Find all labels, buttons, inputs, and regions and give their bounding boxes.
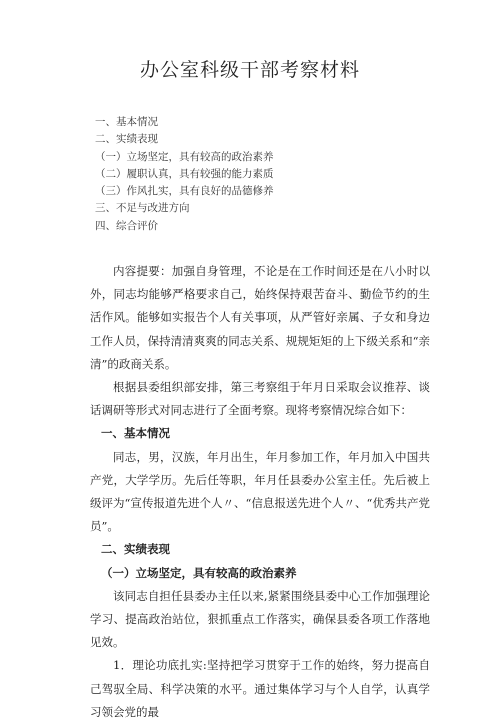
document-title: 办公室科级干部考察材料 [139, 59, 360, 81]
section-heading-performance: 二、实绩表现 [101, 542, 170, 557]
toc-item: 二、实绩表现 [95, 133, 158, 146]
subsection-heading-political: （一）立场坚定，具有较高的政治素养 [101, 565, 297, 580]
theory-paragraph: 1．理论功底扎实:坚持把学习贯穿于工作的始终，努力提高自己驾驭全局、科学决策的水平。通过集体学习与个人自学，认真学习领会党的最 [90, 658, 430, 719]
basic-info-paragraph: 同志，男，汉族，年月出生，年月参加工作，年月加入中国共产党，大学学历。先后任等职，年月任县委办公室主任。先后被上级评为“宣传报道先进个人〃、“信息报送先进个人〃、“优秀共产党员”。 [90, 449, 430, 534]
toc-item: 三、不足与改进方向 [95, 202, 190, 215]
intro-paragraph: 根据县委组织部安排，第三考察组于年月日采取会议推荐、谈话调研等形式对同志进行了全面考察。现将考察情况综合如下： [90, 380, 430, 418]
toc-item: （三）作风扎实，具有良好的品德修养 [95, 185, 274, 198]
toc-item: 一、基本情况 [95, 116, 158, 128]
table-of-contents [95, 114, 274, 235]
summary-paragraph: 内容提要：加强自身管理，不论是在工作时间还是在八小时以外，同志均能够严格要求自己，始终保持艰苦奋斗、勤俭节约的生活作风。能够如实报告个人有关事项，从严管好亲属、子女和身边工作人员，保持清清爽爽的同志关系、规规矩矩的上下级关系和“亲清”的政商关系。 [90, 264, 430, 371]
document-body [90, 260, 430, 724]
section-heading-basic: 一、基本情况 [101, 426, 170, 441]
toc-item: （一）立场坚定，具有较高的政治素养 [95, 150, 274, 163]
toc-item: 四、综合评价 [95, 219, 158, 232]
political-paragraph: 该同志自担任县委办主任以来,紧紧围绕县委中心工作加强理论学习、提高政治站位，狠抓重点工作落实，确保县委各项工作落地见效。 [90, 588, 430, 650]
toc-item: （二）履职认真，具有较强的能力素质 [95, 167, 274, 180]
